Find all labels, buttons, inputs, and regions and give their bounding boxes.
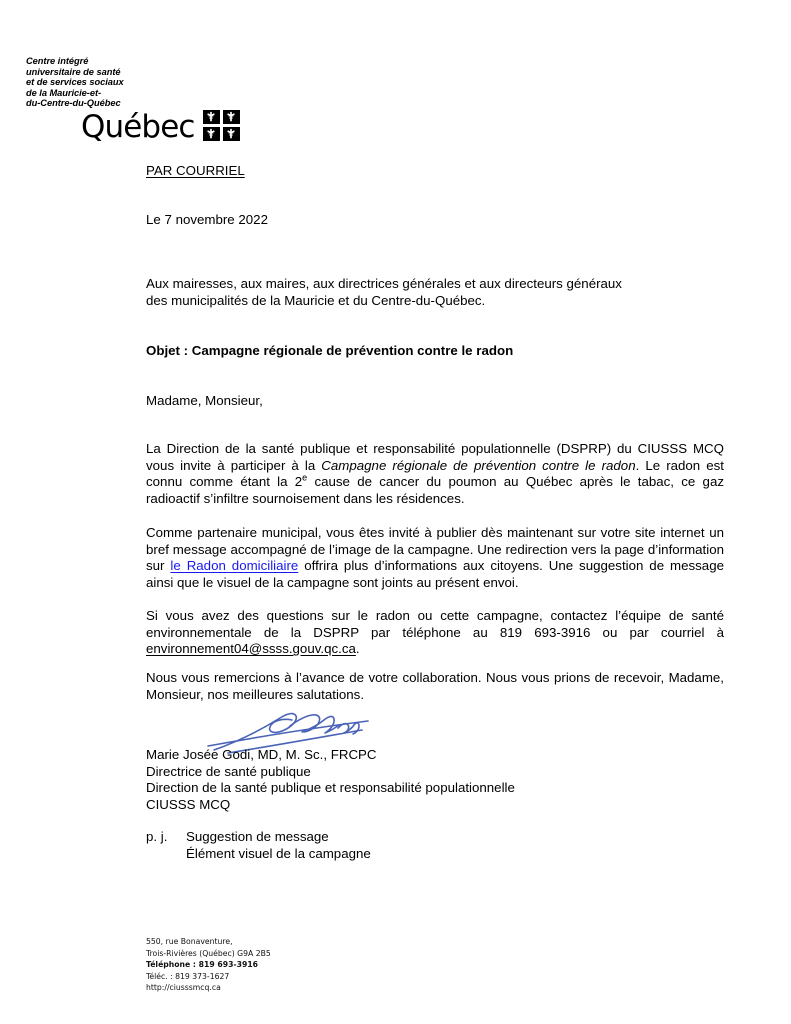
attachment-row bbox=[146, 829, 371, 846]
attachment-item: Élément visuel de la campagne bbox=[186, 845, 371, 861]
organization-name-line-4: de la Mauricie-et- bbox=[26, 87, 102, 98]
attachments-block bbox=[146, 829, 371, 862]
fleur-de-lis-icon bbox=[223, 127, 240, 141]
paragraph-3-text-before-email: Si vous avez des questions sur le radon ou cette campagne, contactez l’équipe de santé environnementale de la DSPRP par téléphone au 819 693-3916 ou par courriel à bbox=[146, 608, 724, 640]
footer-address-line-2: Trois-Rivières (Québec) G9A 2B5 bbox=[146, 948, 271, 958]
paragraph-1-text-after-superscript: cause de cancer du poumon au Québec après le tabac, ce gaz radioactif s’infiltre sournoisement dans les résidences. bbox=[146, 474, 724, 506]
letterhead-logo bbox=[24, 56, 254, 143]
paragraph-3-text-after-email: . bbox=[355, 641, 360, 657]
paragraph-3 bbox=[146, 608, 724, 658]
letter-date: Le 7 novembre 2022 bbox=[146, 212, 268, 227]
page-footer bbox=[146, 936, 271, 994]
organization-name bbox=[26, 56, 254, 109]
fleur-de-lis-icon bbox=[223, 110, 240, 124]
paragraph-1 bbox=[146, 441, 724, 507]
paragraph-2-text-before-link: Comme partenaire municipal, vous êtes invité à publier dès maintenant sur votre site internet un bref message accompagné de l’image de la campagne. Une redirection vers la page d’information sur bbox=[146, 525, 724, 574]
attachments-label-spacer bbox=[146, 846, 186, 863]
quebec-flag-emblem bbox=[203, 110, 240, 141]
attachment-item: Suggestion de message bbox=[186, 829, 329, 844]
quebec-wordmark: Québec bbox=[81, 108, 195, 145]
organization-name-line-5: du-Centre-du-Québec bbox=[26, 98, 121, 109]
signer-name: Marie Josée Godi, MD, M. Sc., FRCPC bbox=[146, 747, 377, 762]
footer-website: http://ciusssmcq.ca bbox=[146, 983, 221, 993]
signature-block bbox=[146, 747, 515, 813]
fleur-de-lis-icon bbox=[203, 110, 220, 124]
paragraph-2-text-after-link: offrira plus d’informations aux citoyens. Une suggestion de message ainsi que le visuel de la campagne sont joints au présent envoi. bbox=[146, 558, 724, 590]
quebec-wordmark-row bbox=[24, 110, 254, 143]
campaign-title-italic: Campagne régionale de prévention contre le radon bbox=[321, 457, 636, 473]
attachments-label: p. j. bbox=[146, 829, 168, 844]
fleur-de-lis-icon bbox=[203, 127, 220, 141]
radon-domiciliaire-link[interactable]: le Radon domiciliaire bbox=[170, 558, 299, 574]
footer-phone: Téléphone : 819 693-3916 bbox=[146, 960, 259, 970]
footer-fax: Téléc. : 819 373-1627 bbox=[146, 971, 230, 981]
attachment-row bbox=[146, 846, 371, 863]
recipient-block bbox=[146, 276, 622, 309]
paragraph-1-text-after-italic: . Le radon est connu comme étant la 2 bbox=[146, 457, 724, 490]
recipient-line-1: Aux mairesses, aux maires, aux directrices générales et aux directeurs généraux bbox=[146, 276, 622, 291]
paragraph-2 bbox=[146, 525, 724, 591]
paragraph-1-text-before-italic: La Direction de la santé publique et responsabilité populationnelle (DSPRP) du CIUSSS MCQ vous invite à participer à la bbox=[146, 441, 724, 473]
footer-address-line-1: 550, rue Bonaventure, bbox=[146, 937, 233, 946]
organization-name-line-2: universitaire de santé bbox=[26, 66, 121, 77]
subject-line: Objet : Campagne régionale de prévention contre le radon bbox=[146, 343, 514, 358]
delivery-note: PAR COURRIEL bbox=[146, 163, 245, 178]
signer-title: Directrice de santé publique bbox=[146, 763, 311, 779]
organization-name-line-1: Centre intégré bbox=[26, 56, 89, 66]
contact-email-link[interactable]: environnement04@ssss.gouv.qc.ca bbox=[146, 641, 356, 657]
signer-department: Direction de la santé publique et responsabilité populationnelle bbox=[146, 780, 515, 796]
recipient-line-2: des municipalités de la Mauricie et du Centre-du-Québec. bbox=[146, 292, 486, 308]
ordinal-superscript: e bbox=[302, 472, 308, 483]
paragraph-4: Nous vous remercions à l’avance de votre collaboration. Nous vous prions de recevoir, Madame, Monsieur, nos meilleures salutations. bbox=[146, 670, 724, 702]
signer-organization: CIUSSS MCQ bbox=[146, 796, 231, 812]
salutation: Madame, Monsieur, bbox=[146, 393, 263, 408]
organization-name-line-3: et de services sociaux bbox=[26, 77, 124, 88]
